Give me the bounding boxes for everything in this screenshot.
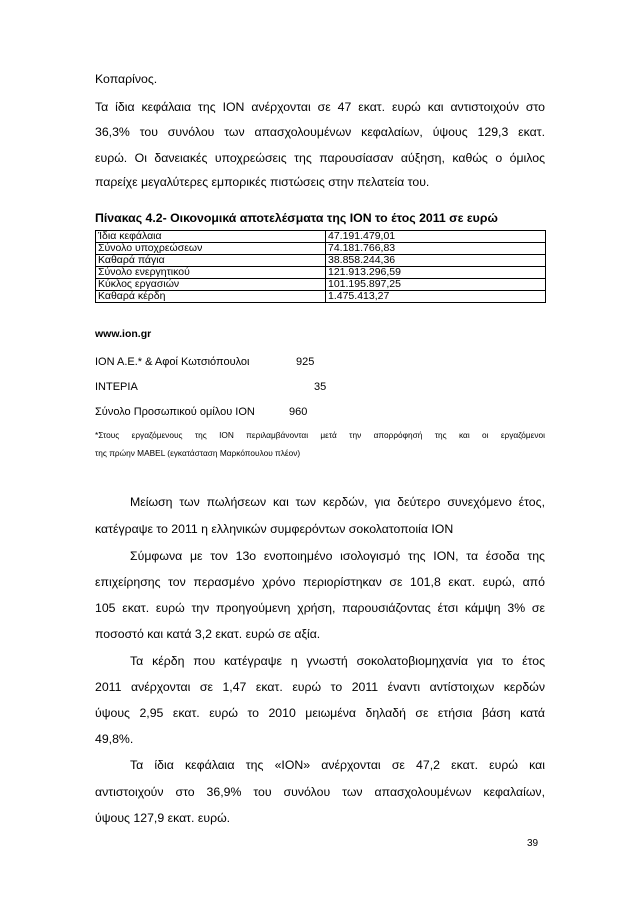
body-line: 2011 ανέρχονται σε 1,47 εκατ. ευρώ το 2011 έναντι αντίστοιχων κερδών (95, 680, 545, 694)
table-cell-value: 74.181.766,83 (326, 243, 546, 255)
table-row (96, 243, 546, 255)
table-row (96, 255, 546, 267)
source-link: www.ion.gr (95, 328, 152, 340)
body-line: κατέγραψε το 2011 η ελληνικών συμφερόντων σοκολατοποιία ΙΟΝ (95, 522, 454, 536)
employee-count: 960 (289, 406, 308, 418)
employee-group-label: ΙΟΝ Α.Ε.* & Αφοί Κωτσιόπουλοι (95, 356, 250, 368)
table-cell-label: Σύνολο υποχρεώσεων (96, 243, 326, 255)
page-number: 39 (527, 838, 539, 849)
paragraph-line: Κοπαρίνος. (95, 72, 158, 86)
table-cell-label: Καθαρά κέρδη (96, 291, 326, 303)
financial-results-table (95, 230, 546, 303)
table-row (96, 291, 546, 303)
table-cell-value: 38.858.244,36 (326, 255, 546, 267)
footnote-line: της πρώην MABEL (εγκατάσταση Μαρκόπουλου πλέον) (95, 448, 301, 458)
employee-count: 925 (296, 356, 315, 368)
body-line: 49,8%. (95, 732, 134, 746)
table-cell-label: Σύνολο ενεργητικού (96, 267, 326, 279)
body-line: Τα ίδια κεφάλαια της «ΙΟΝ» ανέρχονται σε 47,2 εκατ. ευρώ και (130, 758, 545, 772)
employee-group-label: Σύνολο Προσωπικού ομίλου ΙΟΝ (95, 406, 255, 418)
paragraph-line: παρείχε μεγαλύτερες εμπορικές πιστώσεις στην πελατεία του. (95, 175, 430, 189)
table-row (96, 231, 546, 243)
body-line: Σύμφωνα με τον 13ο ενοποιημένο ισολογισμό της ΙΟΝ, τα έσοδα της (130, 549, 545, 563)
employee-group-label: ΙΝΤΕΡΙΑ (95, 381, 138, 393)
table-cell-label: Κύκλος εργασιών (96, 279, 326, 291)
table-cell-label: Καθαρά πάγια (96, 255, 326, 267)
paragraph-line: 36,3% του συνόλου των απασχολουμένων κεφαλαίων, ύψους 129,3 εκατ. (95, 125, 545, 139)
body-line: αντιστοιχούν στο 36,9% του συνόλου των απασχολουμένων κεφαλαίων, (95, 785, 545, 799)
body-line: ύψους 2,95 εκατ. ευρώ το 2010 μειωμένα δηλαδή σε ετήσια βάση κατά (95, 706, 545, 720)
table-cell-label: Ίδια κεφάλαια (96, 231, 326, 243)
table-row (96, 267, 546, 279)
table-cell-value: 1.475.413,27 (326, 291, 546, 303)
paragraph-line: Τα ίδια κεφάλαια της ΙΟΝ ανέρχονται σε 47 εκατ. ευρώ και αντιστοιχούν στο (95, 100, 545, 114)
table-cell-value: 101.195.897,25 (326, 279, 546, 291)
body-line: επιχείρησης τον περασμένο χρόνο περιορίστηκαν σε 101,8 εκατ. ευρώ, από (95, 575, 545, 589)
body-line: ύψους 127,9 εκατ. ευρώ. (95, 811, 231, 825)
table-cell-value: 121.913.296,59 (326, 267, 546, 279)
paragraph-line: ευρώ. Οι δανειακές υποχρεώσεις της παρουσίασαν αύξηση, καθώς ο όμιλος (95, 151, 545, 165)
body-line: Τα κέρδη που κατέγραψε η γνωστή σοκολατοβιομηχανία για το έτος (130, 654, 545, 668)
employee-count: 35 (314, 381, 327, 393)
body-line: Μείωση των πωλήσεων και των κερδών, για δεύτερο συνεχόμενο έτος, (130, 495, 545, 509)
table-cell-value: 47.191.479,01 (326, 231, 546, 243)
body-line: ποσοστό και κατά 3,2 εκατ. ευρώ σε αξία. (95, 627, 321, 641)
table-caption: Πίνακας 4.2- Οικονομικά αποτελέσματα της ΙΟΝ το έτος 2011 σε ευρώ (95, 211, 498, 225)
table-row (96, 279, 546, 291)
footnote-line: *Στους εργαζόμενους της ΙΟΝ περιλαμβάνονται μετά την απορρόφησή της και οι εργαζόμενοι (95, 430, 545, 440)
body-line: 105 εκατ. ευρώ την προηγούμενη χρήση, παρουσιάζοντας έτσι κάμψη 3% σε (95, 601, 545, 615)
